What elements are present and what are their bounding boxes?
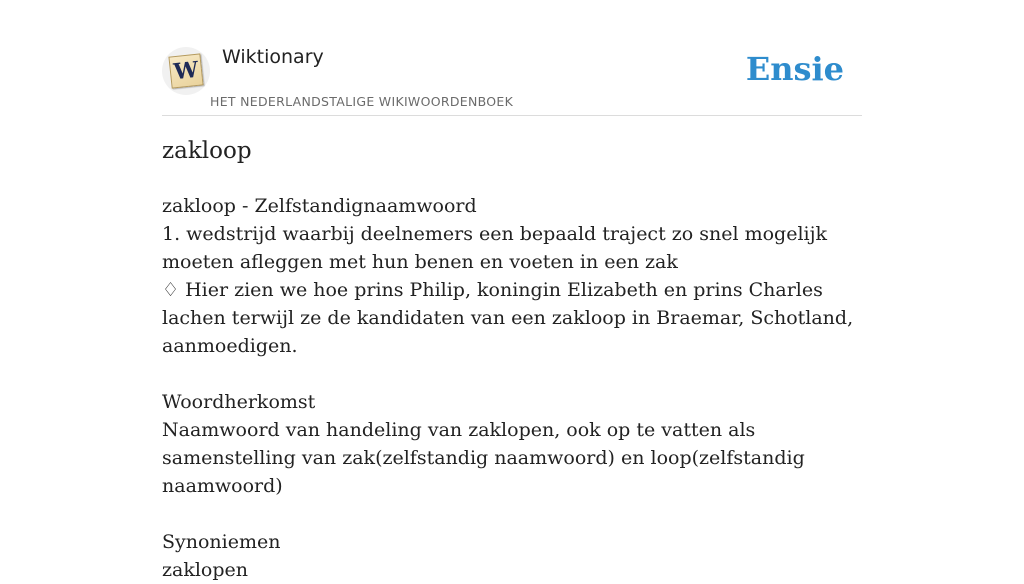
- part-of-speech-line: zakloop - Zelfstandignaamwoord: [162, 195, 477, 217]
- etymology-heading: Woordherkomst: [162, 391, 316, 413]
- example-text: ♢ Hier zien we hoe prins Philip, koningin Elizabeth en prins Charles lachen terwijl ze de kandidaten van een zakloop in Braemar, Schotland, aanmoedigen.: [162, 279, 854, 357]
- page: [162, 0, 862, 581]
- synonyms-text: zaklopen: [162, 559, 249, 581]
- etymology-text: Naamwoord van handeling van zaklopen, ook op te vatten als samenstelling van zak(zelfstandig naamwoord) en loop(zelfstandig naamwoord): [162, 419, 805, 497]
- site-tagline: HET NEDERLANDSTALIGE WIKIWOORDENBOEK: [210, 94, 514, 109]
- ensie-brand-logo[interactable]: Ensie: [745, 50, 844, 88]
- synonyms-heading: Synoniemen: [162, 531, 281, 553]
- wiktionary-logo[interactable]: [162, 47, 210, 95]
- site-name-link[interactable]: Wiktionary: [222, 46, 324, 68]
- header-divider: [162, 115, 862, 116]
- definition-text: 1. wedstrijd waarbij deelnemers een bepaald traject zo snel mogelijk moeten afleggen met hun benen en voeten in een zak: [162, 223, 828, 273]
- spacer: [162, 360, 862, 388]
- page-title: zakloop: [162, 138, 252, 164]
- wiktionary-tile-icon: W: [168, 53, 203, 88]
- spacer: [162, 500, 862, 528]
- entry-content: [162, 192, 862, 584]
